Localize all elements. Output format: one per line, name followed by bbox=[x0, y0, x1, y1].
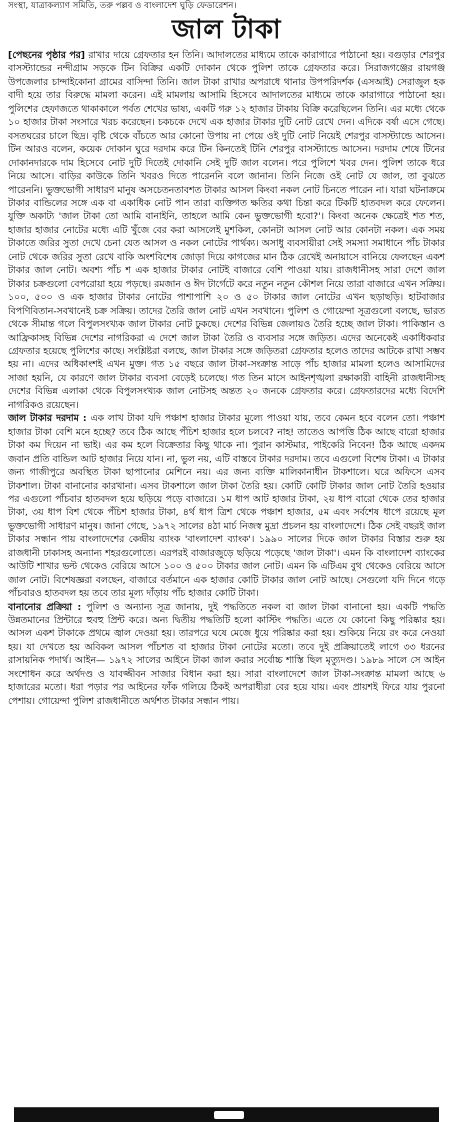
footer-banner-strip bbox=[14, 1107, 439, 1122]
paragraph-price bbox=[8, 412, 445, 600]
subhead-price: জাল টাকার দরদাম : bbox=[8, 413, 87, 425]
article-body bbox=[8, 49, 445, 708]
previous-article-tail: সংস্থা, যাত্রাকল্যাণ সমিতি, তরু পল্লব ও বাংলাদেশ ঘুড়ি ফেডারেশন। bbox=[8, 1, 237, 11]
paragraph-text: রাখার দায়ে গ্রেফতার হন তিনি। আদালতের মাধ্যমে তাকে কারাগারে পাঠানো হয়। বগুড়ার শেরপুর বাসস্ট্যান্ডের নন্দীগ্রাম সড়কে টিন বিক্রির একটি দোকান থেকে পুলিশ তাকে গ্রেফতার করে। সিরাজগঞ্জের রায়গঞ্জ উপজেলার চান্দাইকোনা গ্রামের বাসিন্দা তিনি। জাল টাকা রাখার অপরাধে থানার উপপরিদর্শক (এসআই) সেরাজুল হক বাদী হয়ে তার বিরুদ্ধে মামলা করেন। এই মামলায় আসামি হিসেবে আদালতের মাধ্যমে তাকে কারাগারে পাঠানো হয়। পুলিশের হেফাজতে থাকাকালে পর্বত শেখের ভাষ্য, একটি গরু ১২ হাজার টাকায় বিক্রি করেছিলেন তিনি। এর মধ্যে থেকে ১০ হাজার টাকা সংসারে খরচ করেছেন। চকচকে দেখে এক হাজার টাকার দুটি নোট রেখে দেন। এদিকে বর্ষা এসে গেছে। বসতঘরের চালে ছিদ্র। বৃষ্টি থেকে বাঁচতে আর কোনো উপায় না পেয়ে ওই দুটি নোট নিয়েই শেরপুর বাসস্ট্যান্ডে আসেন। টিন আরও বলেন, কয়েক দোকান ঘুরে দরদাম করে টিন কিনতেই টিনি শেরপুর বাসস্ট্যান্ডে আসেন। দরদাম শেষে টিনের দোকানদারকে দাম হিসেবে নোট দুটি দিতেই দোকানি সেই দুটি জাল বলেন। পরে পুলিশে খবর দেন। পুলিশ তাকে ধরে নিয়ে আসে। বাড়ির কাউকে তিনি খবরও দিতে পারেননি বলে জানান। তিনি নিজে ওই নোট যে জাল, তা বুঝতে পারেননি। ভুক্তভোগী সাধারণ মানুষ অসচেতনতাবশত টাকার আসল কিংবা নকল নোট চিনতে পারেন না। যারা ঘটনাক্রমে টাকার বান্ডিলের সঙ্গে এক বা একাধিক নোট পান তারা ব্যক্তিগত ক্ষতির কথা চিন্তা করে টিকটি হাতবদল করে ফেলেন। যুক্তি অকাট্য 'জাল টাকা তো আমি বানাইনি, তাহলে আমি কেন ভুক্তভোগী হবো?'। কিংবা অনেক ক্ষেত্রেই শত শত, হাজার হাজার নোটের মধ্যে এটি খুঁজে বের করা আসলেই মুশকিল, কোনটা আসল নোট আর কোনটা নকল। এক সময় টাকাতে জরির সুতা দেখে চেনা যেত আসল ও নকল নোটের পার্থক্য। অসাধু ব্যবসায়ীরা সেই সমস্যা সমাধানে পাঁচ টাকার নোট থেকে জরির সুতা রেখে বাকি অংশবিশেষ জোড়া দিয়ে কাগজের মান ঠিক রেখেই অনায়াসে বানিয়ে ফেলছেন একশ টাকার জাল নোট। অবশ্য পাঁচ শ এক হাজার টাকার নোটই বাজারে বেশি পাওয়া যায়। রাজধানীসহ সারা দেশে জাল টাকার চক্রগুলো বেপরোয়া হয়ে পড়ছে। রমজান ও ঈদ টার্গেটে করে নতুন নতুন কৌশল নিয়ে তারা বাজারে এখন সক্রিয়। ১০০, ৫০০ ও এক হাজার টাকার নোটের পাশাপাশি ২০ ও ৫০ টাকার জাল নোটের এখন ছড়াছড়ি। হাটবাজার বিপণিবিতান-সবখানেই চক্র সক্রিয়। তাদের তৈরি জাল নোট এখন সবখানে। পুলিশ ও গোয়েন্দা সূত্রগুলো বলছে, ভারত থেকে সীমান্ত গলে বিপুলসংখ্যক জাল টাকার নোট ঢুকছে। দেশের বিভিন্ন জেলায়ও তৈরি হচ্ছে জাল টাকা। পাকিস্তান ও আফ্রিকাসহ বিভিন্ন দেশের নাগরিকরা এ দেশে জাল টাকা তৈরি ও ব্যবসার সঙ্গে জড়িত। এদের অনেকেই একাধিকবার গ্রেফতার হয়েছে পুলিশের কাছে। সংশ্লিষ্টরা বলছে, জাল টাকার সঙ্গে জড়িতরা গ্রেফতার হলেও তাদের আটকে রাখা সম্ভব হয় না। এদের অধিকাংশই এখন মুক্ত। গত ১৫ বছরে জাল টাকা-সংক্রান্ত সাড়ে পাঁচ হাজার মামলা হলেও আসামিদের সাজা হয়নি, যে কারণে জাল টাকার ব্যবসা বেড়েই চলেছে। গত তিন মাসে আইনশৃঙ্খলা রক্ষাকারী বাহিনী রাজধানীসহ দেশের বিভিন্ন এলাকা থেকে বিপুলসংখ্যক জাল নোটসহ অন্তত ২০ জনকে গ্রেফতার করে। গ্রেফতারদের মধ্যে বিদেশি নাগরিকও রয়েছেন। bbox=[8, 50, 445, 411]
paragraph-text: এক লাখ টাকা যদি পঞ্চাশ হাজার টাকার মূল্যে পাওয়া যায়, তবে কেমন হবে বলেন তো। পঞ্চাশ হাজার টাকা বেশি মনে হচ্ছে? তবে ঠিক আছে পঁচিশ হাজার হলে চলবে? নাহ! তাতেও আপত্তি ঠিক আছে বারো হাজার টাকা কম দিয়েন না ভাই। এর কম হলে বিক্রেতার কিছু থাকে না। পুরান কাস্টমার, পাইকেরি নিবেন! ঠিক আছে একদম জবান প্রতি বান্ডিল আট হাজার নিয়ে যান। না, ভুল নয়, এটি বাস্তবে টাকার দরদাম। তবে এগুলো বিশেষ টাকা। এ টাকার জন্য গাজীপুরে অবস্থিত টাকা ছাপানোর মেশিনে নয়। এর জন্য ব্যক্তি মালিকানাধীন টাকশালে। ঘরে অফিসে এসব টাকশাল। টাকা বানানোর কারখানা। এসব টাকশালে জাল টাকা তৈরি হয়। কোটি কোটি টাকার জাল নোট তৈরি হওয়ার পর এগুলো পাঁচবার হাতবদল হয়ে ছড়িয়ে পড়ে বাজারে। ১ম ধাপ আট হাজার টাকা, ২য় ধাপ বারো থেকে তের হাজার টাকা, ৩য় ধাপ বিশ থেকে পঁচিশ হাজার টাকা, ৪র্থ ধাপ ত্রিশ থেকে পঞ্চাশ হাজার, ৫ম এবং সর্বশেষ ধাপে রয়েছে মূল ভুক্তভোগী সাধারণ মানুষ। জানা গেছে, ১৯৭২ সালের ৪ঠা মার্চ নিজস্ব মুদ্রা প্রচলন হয় বাংলাদেশে। ঠিক সেই বছরই জাল টাকার সন্ধান পায় বাংলাদেশের কেন্দ্রীয় ব্যাংক 'বাংলাদেশ ব্যাংক'। ১৯৯০ সালের দিকে জাল টাকার বিস্তার শুরু হয় রাজধানী ঢাকাসহ অন্যান্য শহরগুলোতে। এরপরই বাজারজুড়ে ছড়িয়ে পড়েছে 'জাল টাকা'। এমন কি বাংলাদেশ ব্যাংকের আউটি শাখার ভল্ট থেকেও বেরিয়ে আসে ১০০ ও ৫০০ টাকার জাল নোট। এমন কি এটিএম বুথ থেকেও বেরিয়ে আসে জাল নোট। বিশেষজ্ঞরা বলছেন, বাজারে বর্তমানে এক হাজার কোটি টাকার জাল নোট আছে। সেগুলো যদি দিনে গড়ে পাঁচবারও হাতবদল হয় তবে তার মূল্য দাঁড়ায় পাঁচ হাজার কোটি টাকা। bbox=[8, 413, 445, 600]
headline: জাল টাকা bbox=[171, 15, 282, 45]
paragraph-text: পুলিশ ও অন্যান্য সূত্র জানায়, দুই পদ্ধতিতে নকল বা জাল টাকা বানানো হয়। একটি পদ্ধতি উন্নতমানের প্রিন্টারে হুবহু প্রিন্ট করে। অন্য দ্বিতীয় পদ্ধতিটি হলো কাস্টিং পদ্ধতি। এতে যে কোনো কিছু পরিষ্কার হয়। আসল একশ টাকাকে প্রথমে জ্বাল দেওয়া হয়। তারপরে ঘষে মেজে ধুয়ে পরিষ্কার করা হয়। শুকিয়ে নিয়ে রং করে নেওয়া হয়। যা দেখতে হয় অবিকল আসল পাঁচশত বা হাজার টাকা নোটের মতো। তবে দুই প্রক্রিয়াতেই লাগে ৩৩ ধরনের রাসায়নিক পদার্থ। আইন— ১৯৭২ সালের আইনে টাকা জাল করার সর্বোচ্চ শাস্তি ছিল মৃত্যুদণ্ড। ১৯৮৯ সালে সে আইন সংশোধন করে অর্থদণ্ড ও যাবজ্জীবন সাজার বিধান করা হয়। সারা বাংলাদেশে জাল টাকা-সংক্রান্ত মামলা আছে ৬ হাজারের মতো। ধরা পড়ার পর আইনের ফাঁক গলিয়ে ঠিকই অপরাধীরা বের হয়ে যায়। এবং প্রায়শই ফিরে যায় পুরনো পেশায়। গোয়েন্দা পুলিশ রাজধানীতে অর্থশত টাকার সন্ধান পায়। bbox=[8, 601, 445, 707]
subhead-process: বানানোর প্রক্রিয়া : bbox=[8, 601, 82, 613]
footer-mark bbox=[214, 1111, 244, 1119]
paragraph-continuation bbox=[8, 49, 445, 412]
paragraph-process bbox=[8, 601, 445, 709]
continuation-marker: [পেছনের পৃষ্ঠার পর] bbox=[8, 50, 85, 61]
